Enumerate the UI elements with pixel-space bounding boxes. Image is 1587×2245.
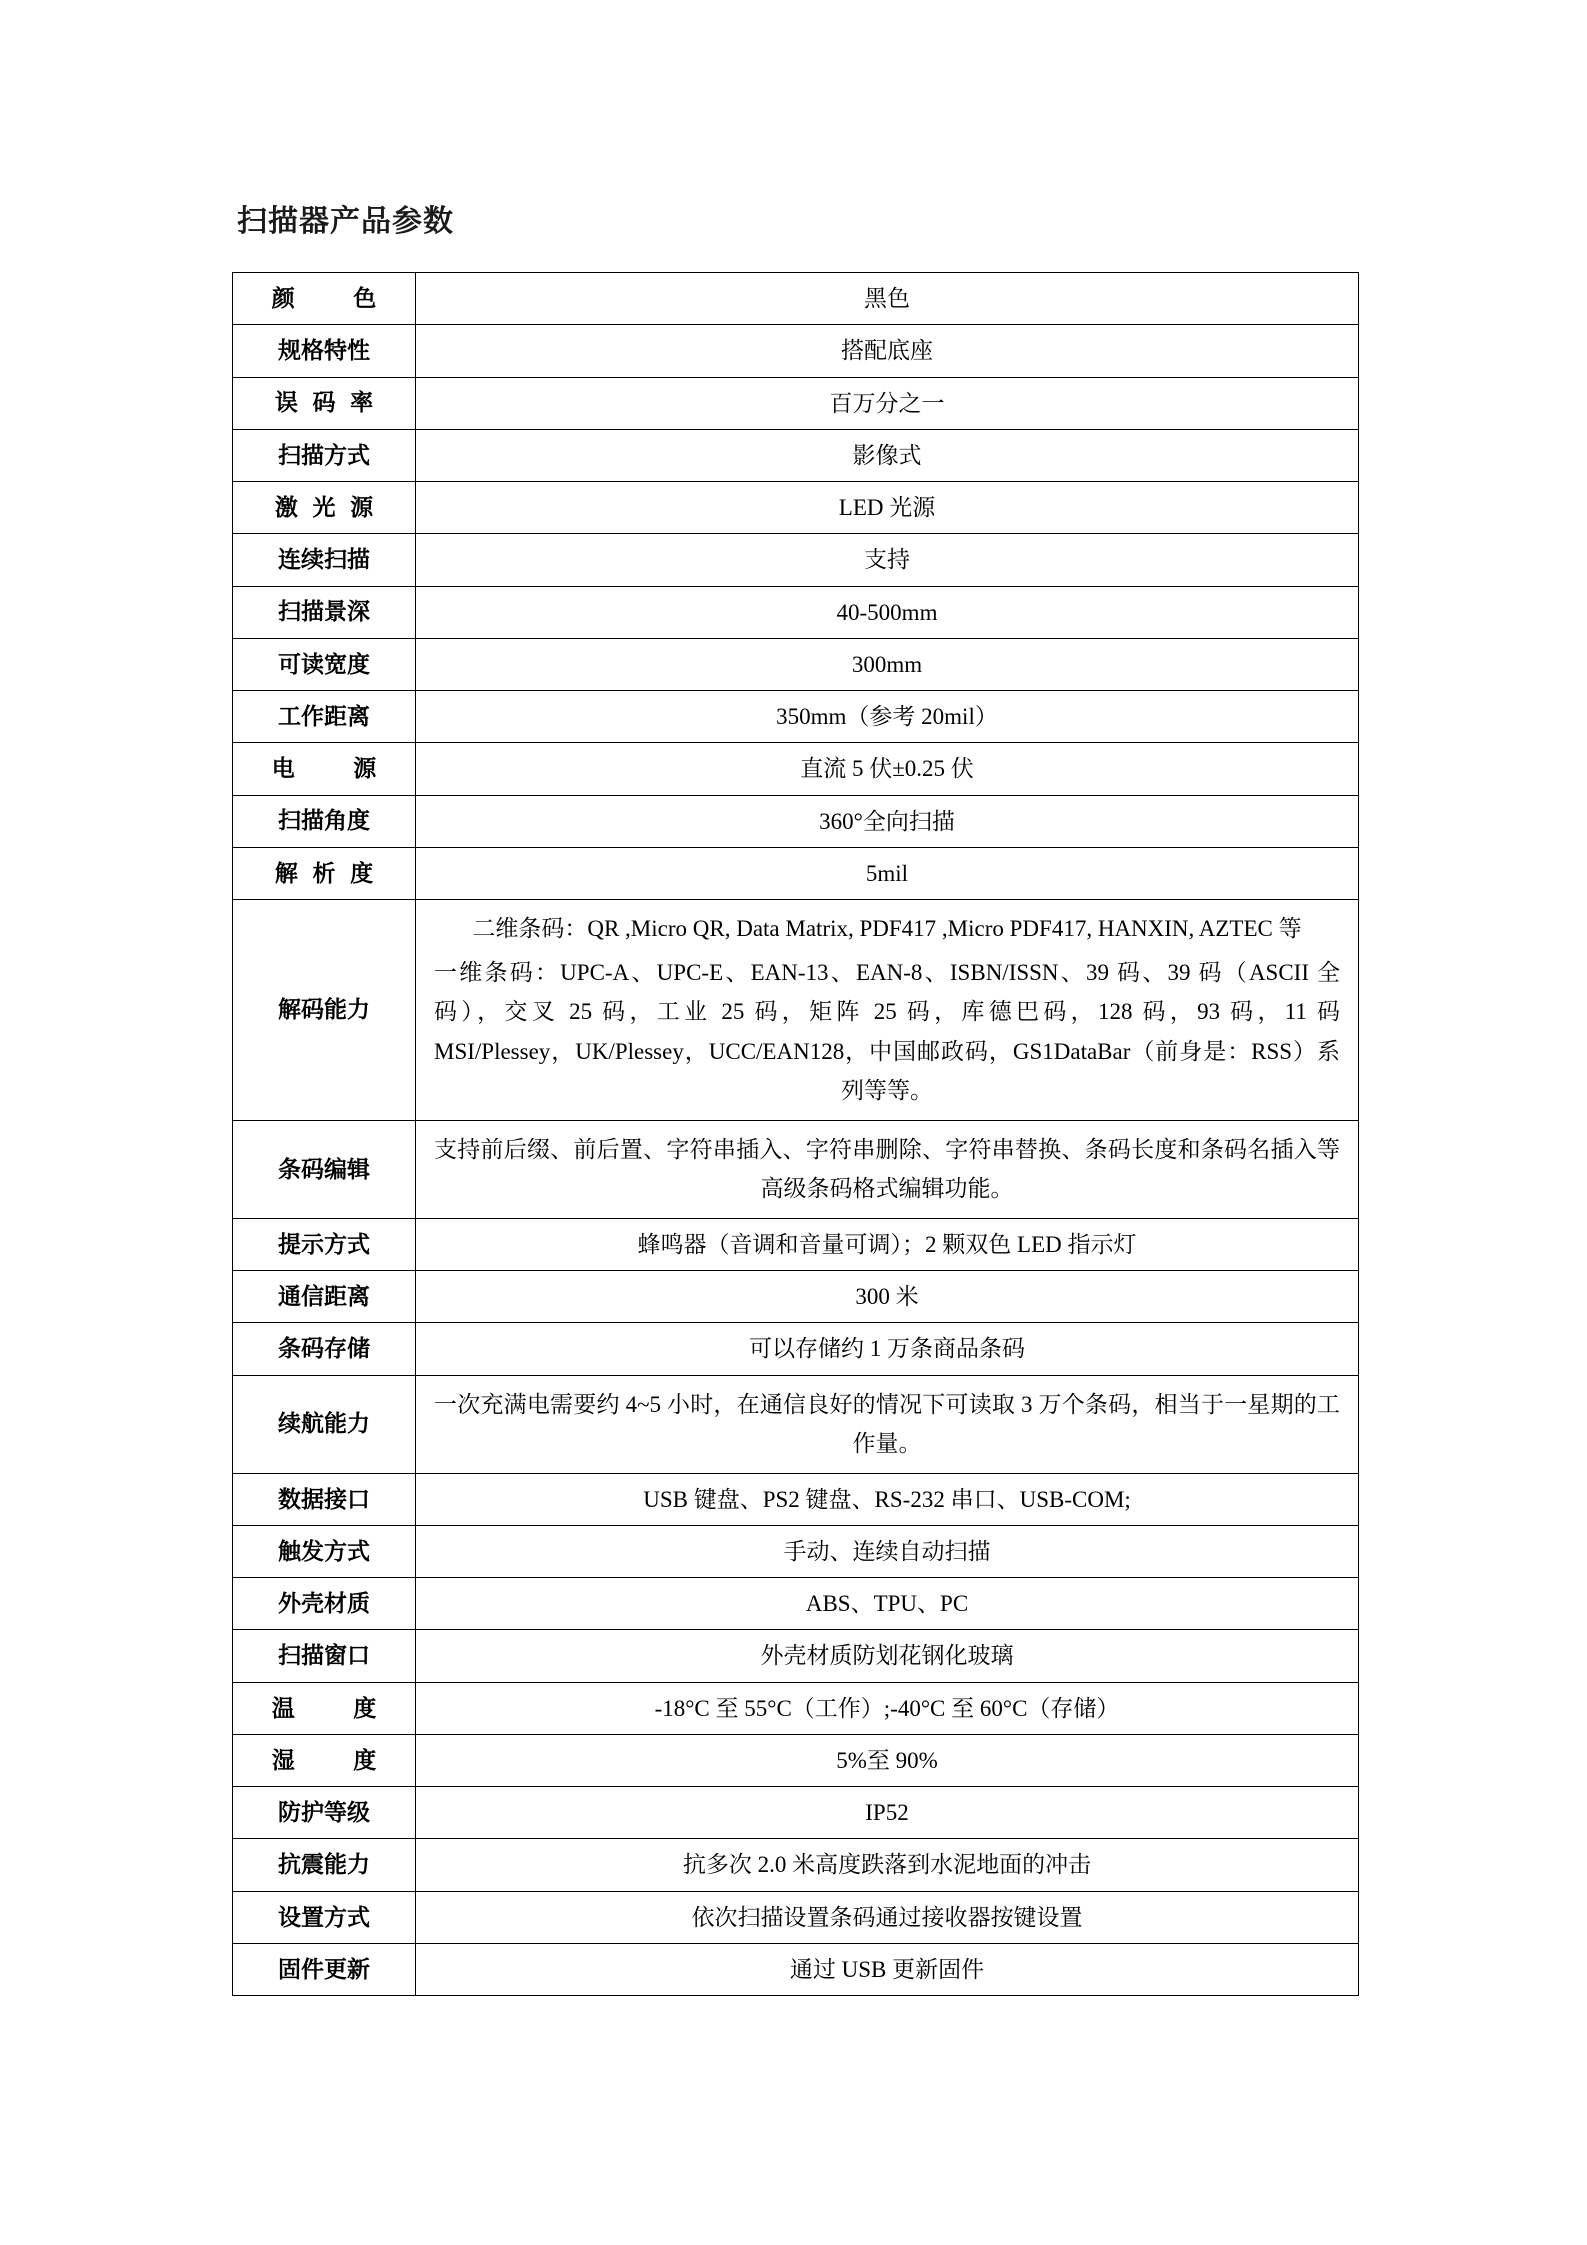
table-row [233, 1630, 1359, 1682]
spec-value: 支持 [416, 534, 1359, 586]
spec-label: 连续扫描 [233, 534, 416, 586]
spec-value: 影像式 [416, 429, 1359, 481]
spec-value: 搭配底座 [416, 325, 1359, 377]
spec-value [416, 1375, 1359, 1473]
spec-label: 误 码 率 [233, 377, 416, 429]
table-row [233, 691, 1359, 743]
spec-label: 抗震能力 [233, 1839, 416, 1891]
spec-label: 电 源 [233, 743, 416, 795]
table-row [233, 482, 1359, 534]
table-row [233, 586, 1359, 638]
table-row [233, 1525, 1359, 1577]
spec-value: 可以存储约 1 万条商品条码 [416, 1323, 1359, 1375]
spec-label: 触发方式 [233, 1525, 416, 1577]
spec-label: 续航能力 [233, 1375, 416, 1473]
spec-label: 解码能力 [233, 900, 416, 1121]
spec-label: 温 度 [233, 1682, 416, 1734]
table-row [233, 1218, 1359, 1270]
spec-value: 360°全向扫描 [416, 795, 1359, 847]
table-row [233, 429, 1359, 481]
spec-value [416, 900, 1359, 1121]
spec-value [416, 1120, 1359, 1218]
table-row [233, 1891, 1359, 1943]
table-row [233, 795, 1359, 847]
spec-label: 条码编辑 [233, 1120, 416, 1218]
spec-label: 扫描角度 [233, 795, 416, 847]
table-row [233, 638, 1359, 690]
spec-label: 扫描窗口 [233, 1630, 416, 1682]
specification-table [232, 272, 1359, 1996]
spec-label: 颜 色 [233, 273, 416, 325]
spec-value: 蜂鸣器（音调和音量可调）；2 颗双色 LED 指示灯 [416, 1218, 1359, 1270]
spec-label: 扫描方式 [233, 429, 416, 481]
spec-label: 工作距离 [233, 691, 416, 743]
table-row [233, 1271, 1359, 1323]
spec-value: 通过 USB 更新固件 [416, 1943, 1359, 1995]
spec-value: 5%至 90% [416, 1734, 1359, 1786]
spec-label: 设置方式 [233, 1891, 416, 1943]
spec-value: 40-500mm [416, 586, 1359, 638]
table-row [233, 1682, 1359, 1734]
table-row [233, 1839, 1359, 1891]
spec-label: 可读宽度 [233, 638, 416, 690]
table-row [233, 325, 1359, 377]
spec-label: 扫描景深 [233, 586, 416, 638]
spec-label: 外壳材质 [233, 1578, 416, 1630]
spec-value: 外壳材质防划花钢化玻璃 [416, 1630, 1359, 1682]
spec-value: USB 键盘、PS2 键盘、RS-232 串口、USB-COM; [416, 1473, 1359, 1525]
spec-label: 条码存储 [233, 1323, 416, 1375]
spec-label: 提示方式 [233, 1218, 416, 1270]
spec-value: LED 光源 [416, 482, 1359, 534]
table-row [233, 1375, 1359, 1473]
table-row [233, 377, 1359, 429]
spec-value: 黑色 [416, 273, 1359, 325]
table-row [233, 900, 1359, 1121]
spec-value: IP52 [416, 1787, 1359, 1839]
spec-value: 抗多次 2.0 米高度跌落到水泥地面的冲击 [416, 1839, 1359, 1891]
spec-value: 300 米 [416, 1271, 1359, 1323]
spec-label: 数据接口 [233, 1473, 416, 1525]
spec-value: ABS、TPU、PC [416, 1578, 1359, 1630]
spec-label: 固件更新 [233, 1943, 416, 1995]
spec-label: 湿 度 [233, 1734, 416, 1786]
spec-value-paragraph: 支持前后缀、前后置、字符串插入、字符串删除、字符串替换、条码长度和条码名插入等高级条码格式编辑功能。 [434, 1136, 1340, 1202]
table-row [233, 1323, 1359, 1375]
spec-label: 解 析 度 [233, 847, 416, 899]
table-row [233, 1787, 1359, 1839]
spec-value: 直流 5 伏±0.25 伏 [416, 743, 1359, 795]
spec-value-paragraph: 一次充满电需要约 4~5 小时，在通信良好的情况下可读取 3 万个条码，相当于一星期的工作量。 [434, 1391, 1340, 1457]
table-body [233, 273, 1359, 1996]
spec-value: 350mm（参考 20mil） [416, 691, 1359, 743]
spec-value: 手动、连续自动扫描 [416, 1525, 1359, 1577]
spec-value: 300mm [416, 638, 1359, 690]
spec-value: 依次扫描设置条码通过接收器按键设置 [416, 1891, 1359, 1943]
spec-value: -18°C 至 55°C（工作）;-40°C 至 60°C（存储） [416, 1682, 1359, 1734]
spec-value: 百万分之一 [416, 377, 1359, 429]
table-row [233, 1473, 1359, 1525]
table-row [233, 534, 1359, 586]
table-row [233, 1578, 1359, 1630]
table-row [233, 1734, 1359, 1786]
spec-value-paragraph: 二维条码：QR ,Micro QR, Data Matrix, PDF417 ,Micro PDF417, HANXIN, AZTEC 等 [472, 916, 1302, 941]
page-title: 扫描器产品参数 [237, 205, 454, 238]
table-row [233, 847, 1359, 899]
table-row [233, 1943, 1359, 1995]
spec-value-paragraph: 一维条码：UPC-A、UPC-E、EAN-13、EAN-8、ISBN/ISSN、39 码、39 码（ASCII 全码），交叉 25 码，工业 25 码，矩阵 25 码，库德巴码，128 码，93 码，11 码 MSI/Plessey，UK/Plessey，UCC/EAN128，中国邮政码，GS1DataBar（前身是：RSS）系列等等。 [434, 959, 1340, 1104]
table-row [233, 1120, 1359, 1218]
spec-value: 5mil [416, 847, 1359, 899]
spec-label: 规格特性 [233, 325, 416, 377]
table-row [233, 743, 1359, 795]
spec-label: 激 光 源 [233, 482, 416, 534]
spec-label: 通信距离 [233, 1271, 416, 1323]
spec-label: 防护等级 [233, 1787, 416, 1839]
table-row [233, 273, 1359, 325]
